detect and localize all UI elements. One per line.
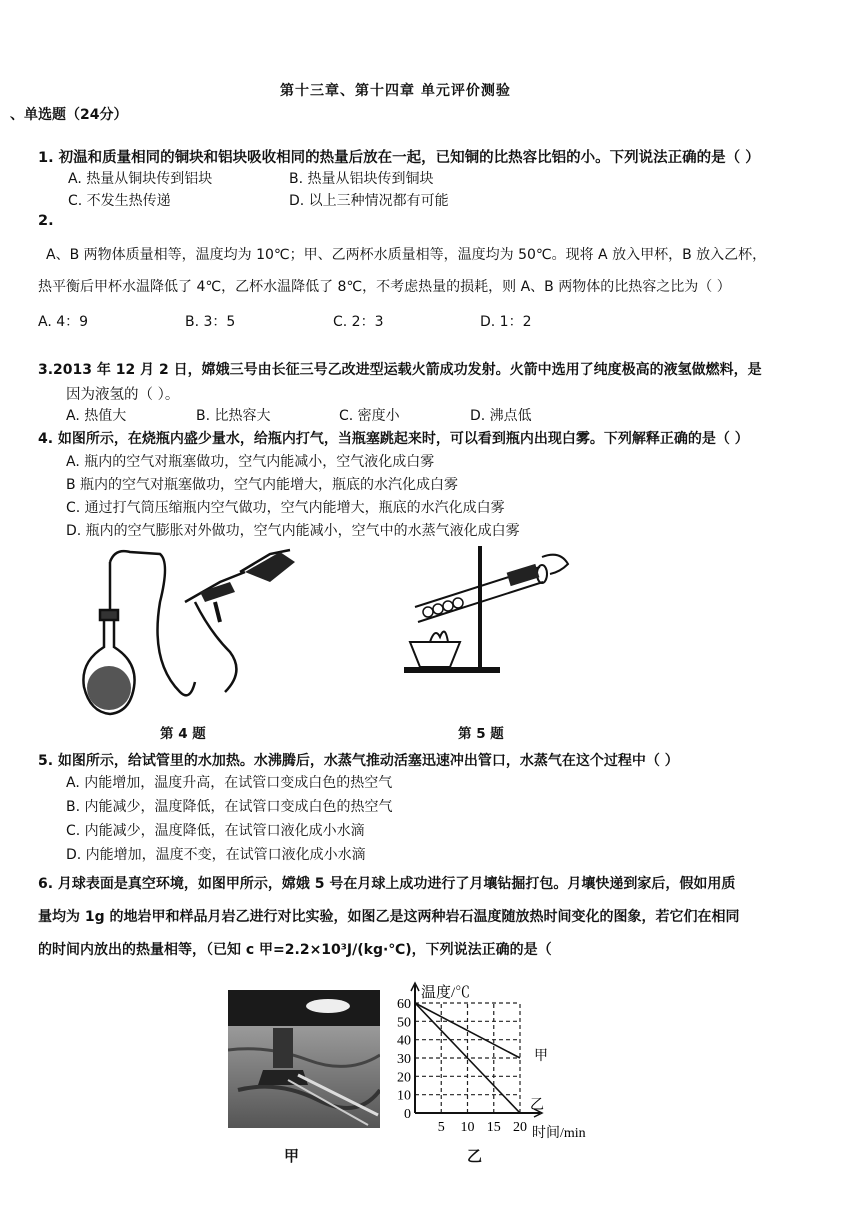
- x-axis-label: 时间/min: [532, 1126, 586, 1141]
- q5-stem: 5. 如图所示，给试管里的水加热。水沸腾后，水蒸气推动活塞迅速冲出管口，水蒸气在这个过程中（ ）: [38, 753, 679, 769]
- figure-jia-caption: 甲: [284, 1147, 300, 1165]
- moon-surface-photo: [228, 990, 380, 1128]
- q4-stem: 4. 如图所示，在烧瓶内盛少量水，给瓶内打气，当瓶塞跳起来时，可以看到瓶内出现白雾。下列解释正确的是（ ）: [38, 431, 749, 447]
- y-tick-label: 20: [397, 1070, 411, 1086]
- figure-flask-pump: [70, 542, 300, 722]
- series-label-1: 甲: [534, 1049, 548, 1064]
- q2-option-a[interactable]: A. 4：9: [38, 314, 89, 330]
- q4-option-c[interactable]: C. 通过打气筒压缩瓶内空气做功，空气内能增大，瓶底的水汽化成白雾: [66, 500, 505, 516]
- q5-option-b[interactable]: B. 内能减少，温度降低，在试管口变成白色的热空气: [66, 799, 393, 815]
- q5-option-c[interactable]: C. 内能减少，温度降低，在试管口液化成小水滴: [66, 823, 365, 839]
- q4-option-d[interactable]: D. 瓶内的空气膨胀对外做功，空气内能减小，空气中的水蒸气液化成白雾: [66, 523, 520, 539]
- q3-option-b[interactable]: B. 比热容大: [196, 408, 271, 424]
- q2-option-b[interactable]: B. 3：5: [185, 314, 236, 330]
- q3-option-c[interactable]: C. 密度小: [339, 408, 400, 424]
- q4-option-a[interactable]: A. 瓶内的空气对瓶塞做功，空气内能减小，空气液化成白雾: [66, 454, 435, 470]
- q5-option-d[interactable]: D. 内能增加，温度不变，在试管口液化成小水滴: [66, 847, 366, 863]
- q3-line1: 3.2013 年 12 月 2 日，嫦娥三号由长征三号乙改进型运载火箭成功发射。火箭中选用了纯度极高的液氢做燃料，是: [38, 362, 762, 378]
- q3-line2: 因为液氢的（ ）。: [66, 387, 180, 403]
- temperature-time-chart: [385, 970, 610, 1142]
- q1-stem: 1. 初温和质量相同的铜块和铝块吸收相同的热量后放在一起，已知铜的比热容比铝的小。下列说法正确的是（ ）: [38, 150, 760, 166]
- figure4-caption: 第 4 题: [160, 726, 206, 742]
- y-tick-label: 60: [397, 997, 411, 1012]
- series-label-2: 乙: [530, 1098, 544, 1113]
- q2-option-c[interactable]: C. 2：3: [333, 314, 384, 330]
- y-tick-label: 30: [397, 1052, 411, 1067]
- q2-line1: A、B 两物体质量相等，温度均为 10℃；甲、乙两杯水质量相等，温度均为 50℃。现将 A 放入甲杯，B 放入乙杯，: [46, 247, 767, 263]
- x-tick-label: 20: [513, 1120, 527, 1135]
- q1-option-b[interactable]: B. 热量从铝块传到铜块: [289, 171, 434, 187]
- q1-option-c[interactable]: C. 不发生热传递: [68, 193, 171, 209]
- q4-option-b[interactable]: B 瓶内的空气对瓶塞做功，空气内能增大，瓶底的水汽化成白雾: [66, 477, 459, 493]
- q2-number: 2.: [38, 213, 54, 229]
- figure5-caption: 第 5 题: [458, 726, 504, 742]
- q1-option-d[interactable]: D. 以上三种情况都有可能: [289, 193, 449, 209]
- figure-test-tube-heating: [400, 542, 570, 682]
- x-tick-label: 15: [486, 1120, 501, 1135]
- q2-line2: 热平衡后甲杯水温降低了 4℃，乙杯水温降低了 8℃，不考虑热量的损耗，则 A、B 两物体的比热容之比为（ ）: [38, 279, 731, 295]
- q2-option-d[interactable]: D. 1：2: [480, 314, 532, 330]
- page-title: 第十三章、第十四章 单元评价测验: [280, 83, 511, 99]
- q6-line1: 6. 月球表面是真空环境，如图甲所示，嫦娥 5 号在月球上成功进行了月壤钻掘打包。月壤快递到家后，假如用质: [38, 876, 736, 892]
- q6-line2: 量均为 1g 的地岩甲和样品月岩乙进行对比实验，如图乙是这两种岩石温度随放热时间变化的图象，若它们在相同: [38, 909, 740, 925]
- q3-option-d[interactable]: D. 沸点低: [470, 408, 532, 424]
- y-tick-label: 40: [397, 1033, 411, 1049]
- q6-line3: 的时间内放出的热量相等，（已知 c 甲=2.2×10³J/(kg·℃)，下列说法正确的是（: [38, 942, 552, 958]
- q3-option-a[interactable]: A. 热值大: [66, 408, 127, 424]
- q5-option-a[interactable]: A. 内能增加，温度升高，在试管口变成白色的热空气: [66, 775, 393, 791]
- x-tick-label: 10: [460, 1120, 475, 1135]
- section-heading: 、单选题（24分）: [10, 107, 128, 123]
- q1-option-a[interactable]: A. 热量从铜块传到铝块: [68, 171, 213, 187]
- x-tick-label: 5: [437, 1120, 445, 1135]
- y-tick-label: 50: [397, 1015, 411, 1031]
- y-tick-label: 10: [397, 1088, 411, 1104]
- y-axis-label: 温度/℃: [421, 985, 471, 1001]
- figure-yi-caption: 乙: [467, 1147, 483, 1165]
- y-tick-label: 0: [404, 1107, 411, 1122]
